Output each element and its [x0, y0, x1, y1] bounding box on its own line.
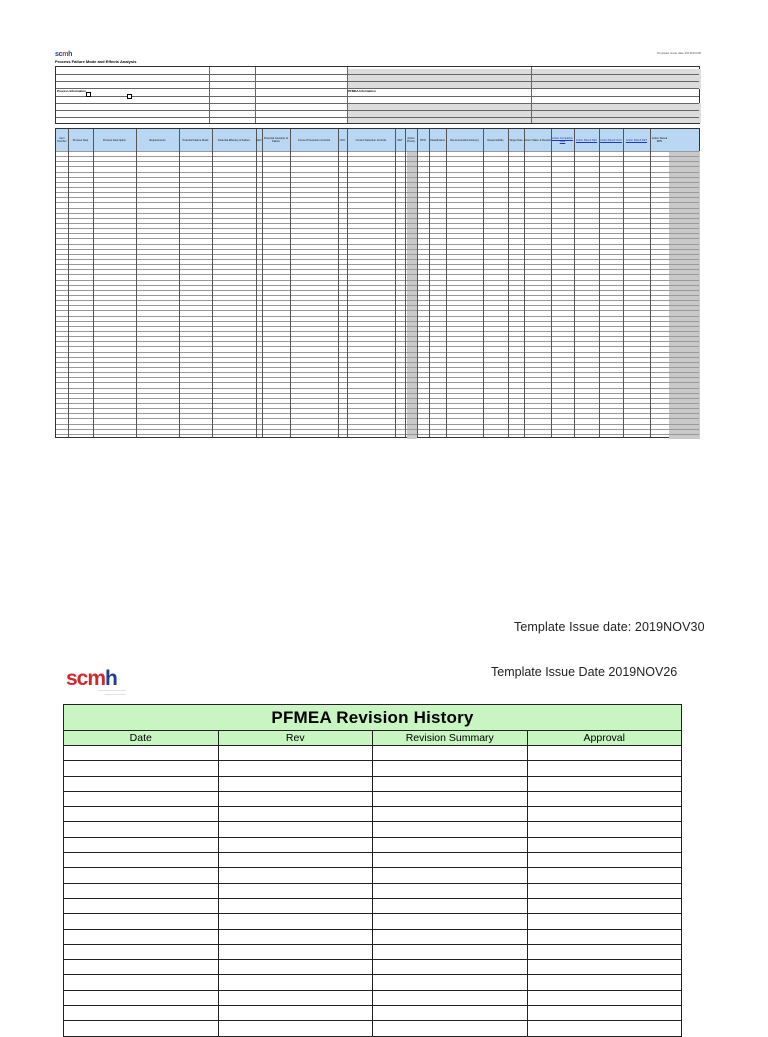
summary-cell[interactable] [373, 853, 528, 868]
process-info-label: Process Information [57, 89, 87, 93]
approval-cell[interactable] [527, 1021, 682, 1036]
table-header-cell: Current Prevention Controls [297, 138, 331, 142]
table-column-divider [650, 129, 651, 437]
date-cell[interactable] [64, 1021, 219, 1036]
approval-cell[interactable] [527, 776, 682, 791]
approval-cell[interactable] [527, 1006, 682, 1021]
date-cell[interactable] [64, 837, 219, 852]
checkbox-process-type-2[interactable] [127, 94, 132, 99]
date-cell[interactable] [64, 791, 219, 806]
summary-cell[interactable] [373, 1021, 528, 1036]
date-cell[interactable] [64, 944, 219, 959]
approval-cell[interactable] [527, 837, 682, 852]
template-issue-date-2: Template Issue Date 2019NOV26 [491, 665, 678, 679]
revision-row [64, 1006, 682, 1021]
table-column-divider [262, 129, 263, 437]
rev-cell[interactable] [218, 837, 373, 852]
date-cell[interactable] [64, 898, 219, 913]
template-issue-note-small: Template Issue date 2019NOV30 [657, 51, 702, 55]
summary-cell[interactable] [373, 929, 528, 944]
col-approval: Approval [527, 731, 682, 746]
date-cell[interactable] [64, 960, 219, 975]
date-cell[interactable] [64, 929, 219, 944]
revision-row [64, 898, 682, 913]
approval-cell[interactable] [527, 791, 682, 806]
table-header-cell: Requirements [149, 138, 166, 142]
date-cell[interactable] [64, 822, 219, 837]
table-column-divider [508, 129, 509, 437]
table-column-divider [395, 129, 396, 437]
gray-info-block-top [347, 69, 701, 89]
table-header-cell: Responsibility [487, 138, 504, 142]
table-column-divider [483, 129, 484, 437]
table-column-divider [623, 129, 624, 437]
table-header-cell: DET [397, 138, 403, 142]
table-header-cell: Recommended Action(s) [450, 138, 479, 142]
approval-cell[interactable] [527, 868, 682, 883]
approval-cell[interactable] [527, 746, 682, 761]
revision-row [64, 929, 682, 944]
rev-cell[interactable] [218, 914, 373, 929]
approval-cell[interactable] [527, 960, 682, 975]
table-column-divider [68, 129, 69, 437]
summary-cell[interactable] [373, 944, 528, 959]
table-column-divider [290, 129, 291, 437]
revision-history-title: PFMEA Revision History [64, 705, 682, 731]
date-cell[interactable] [64, 761, 219, 776]
table-column-divider [599, 129, 600, 437]
revision-row [64, 975, 682, 990]
company-logo: scmh ───────────── ────────── [66, 667, 126, 696]
table-column-divider [524, 129, 525, 437]
pfmea-main-table [55, 128, 700, 438]
table-header-cell[interactable]: Action Completion Date [551, 137, 574, 143]
rev-cell[interactable] [218, 929, 373, 944]
summary-cell[interactable] [373, 822, 528, 837]
col-date: Date [64, 731, 219, 746]
date-cell[interactable] [64, 990, 219, 1005]
col-revision-summary: Revision Summary [373, 731, 528, 746]
revision-row [64, 868, 682, 883]
summary-cell[interactable] [373, 761, 528, 776]
pfmea-info-label: PFMEA Information [348, 89, 376, 93]
approval-cell[interactable] [527, 975, 682, 990]
table-row[interactable] [56, 434, 699, 440]
company-logo-small: scmh [55, 51, 73, 58]
approval-cell[interactable] [527, 898, 682, 913]
rev-cell[interactable] [218, 791, 373, 806]
revision-row [64, 1021, 682, 1036]
date-cell[interactable] [64, 776, 219, 791]
table-column-divider [446, 129, 447, 437]
revision-row [64, 960, 682, 975]
summary-cell[interactable] [373, 1006, 528, 1021]
revision-row [64, 853, 682, 868]
table-header-cell: OCC [339, 138, 346, 142]
summary-cell[interactable] [373, 975, 528, 990]
revision-row [64, 914, 682, 929]
revision-row [64, 807, 682, 822]
approval-cell[interactable] [527, 929, 682, 944]
revision-history-table [63, 704, 682, 1037]
table-column-divider [405, 129, 406, 437]
table-header-cell: Current Detection Controls [355, 138, 387, 142]
date-cell[interactable] [64, 1006, 219, 1021]
table-header-cell: Process Step [72, 138, 89, 142]
table-column-divider [574, 129, 575, 437]
approval-cell[interactable] [527, 990, 682, 1005]
approval-cell[interactable] [527, 883, 682, 898]
date-cell[interactable] [64, 746, 219, 761]
table-header-cell: Action Taken & Results [524, 138, 551, 142]
revision-row [64, 990, 682, 1005]
revision-row [64, 791, 682, 806]
main-table-rows [56, 151, 699, 439]
table-header-cell[interactable]: Action Result OCC [600, 138, 622, 142]
table-header-cell[interactable]: Action Result SEV [575, 138, 598, 142]
table-column-divider [93, 129, 94, 437]
table-column-divider [256, 129, 257, 437]
table-header-cell: Target Date [509, 138, 523, 142]
revision-row [64, 944, 682, 959]
table-column-divider [179, 129, 180, 437]
table-header-cell: Potential Failure Mode [182, 138, 209, 142]
table-column-divider [551, 129, 552, 437]
approval-cell[interactable] [527, 853, 682, 868]
summary-cell[interactable] [373, 960, 528, 975]
rev-cell[interactable] [218, 975, 373, 990]
date-cell[interactable] [64, 975, 219, 990]
rev-cell[interactable] [218, 807, 373, 822]
revision-row [64, 822, 682, 837]
summary-cell[interactable] [373, 807, 528, 822]
table-column-divider [347, 129, 348, 437]
rev-cell[interactable] [218, 990, 373, 1005]
rev-cell[interactable] [218, 776, 373, 791]
rev-cell[interactable] [218, 1006, 373, 1021]
summary-cell[interactable] [373, 883, 528, 898]
gray-info-block-bottom [347, 103, 701, 123]
table-header-cell: Classification [429, 138, 446, 142]
rev-cell[interactable] [218, 1021, 373, 1036]
revision-row [64, 837, 682, 852]
approval-cell[interactable] [527, 807, 682, 822]
summary-cell[interactable] [373, 776, 528, 791]
table-column-divider [417, 129, 418, 437]
summary-cell[interactable] [373, 868, 528, 883]
summary-cell[interactable] [373, 990, 528, 1005]
approval-cell[interactable] [527, 822, 682, 837]
table-header-cell: SEV [256, 138, 262, 142]
table-header-cell: RPN [420, 138, 426, 142]
date-cell[interactable] [64, 853, 219, 868]
table-header-cell: Action Priority [406, 137, 416, 143]
table-header-cell: Action Result RPN [651, 137, 668, 143]
revision-row [64, 746, 682, 761]
summary-cell[interactable] [373, 746, 528, 761]
rev-cell[interactable] [218, 944, 373, 959]
table-header-cell: Potential Effect(s) of Failure [218, 138, 250, 142]
header-info-grid [55, 66, 700, 124]
col-rev: Rev [218, 731, 373, 746]
date-cell[interactable] [64, 914, 219, 929]
rev-cell[interactable] [218, 898, 373, 913]
date-cell[interactable] [64, 883, 219, 898]
table-header-cell[interactable]: Action Result DET [625, 138, 648, 142]
rev-cell[interactable] [218, 761, 373, 776]
approval-cell[interactable] [527, 761, 682, 776]
table-column-divider [212, 129, 213, 437]
template-issue-date-1: Template Issue date: 2019NOV30 [514, 620, 705, 634]
rev-cell[interactable] [218, 853, 373, 868]
summary-cell[interactable] [373, 837, 528, 852]
rev-cell[interactable] [218, 960, 373, 975]
approval-cell[interactable] [527, 914, 682, 929]
revision-row [64, 776, 682, 791]
table-column-divider [136, 129, 137, 437]
revision-row [64, 883, 682, 898]
table-header-cell: Process Description [102, 138, 127, 142]
rev-cell[interactable] [218, 746, 373, 761]
date-cell[interactable] [64, 868, 219, 883]
checkbox-process-type-1[interactable] [86, 92, 91, 97]
table-header-cell: Potential Cause(s) of Failure [263, 137, 289, 143]
approval-cell[interactable] [527, 944, 682, 959]
document-title: Process Failure Mode and Effects Analysis [55, 59, 137, 64]
summary-cell[interactable] [373, 791, 528, 806]
table-header-cell: Item Number [57, 137, 67, 143]
table-column-divider [429, 129, 430, 437]
table-column-divider [338, 129, 339, 437]
date-cell[interactable] [64, 807, 219, 822]
summary-cell[interactable] [373, 898, 528, 913]
rev-cell[interactable] [218, 883, 373, 898]
rev-cell[interactable] [218, 822, 373, 837]
revision-row [64, 761, 682, 776]
summary-cell[interactable] [373, 914, 528, 929]
rev-cell[interactable] [218, 868, 373, 883]
